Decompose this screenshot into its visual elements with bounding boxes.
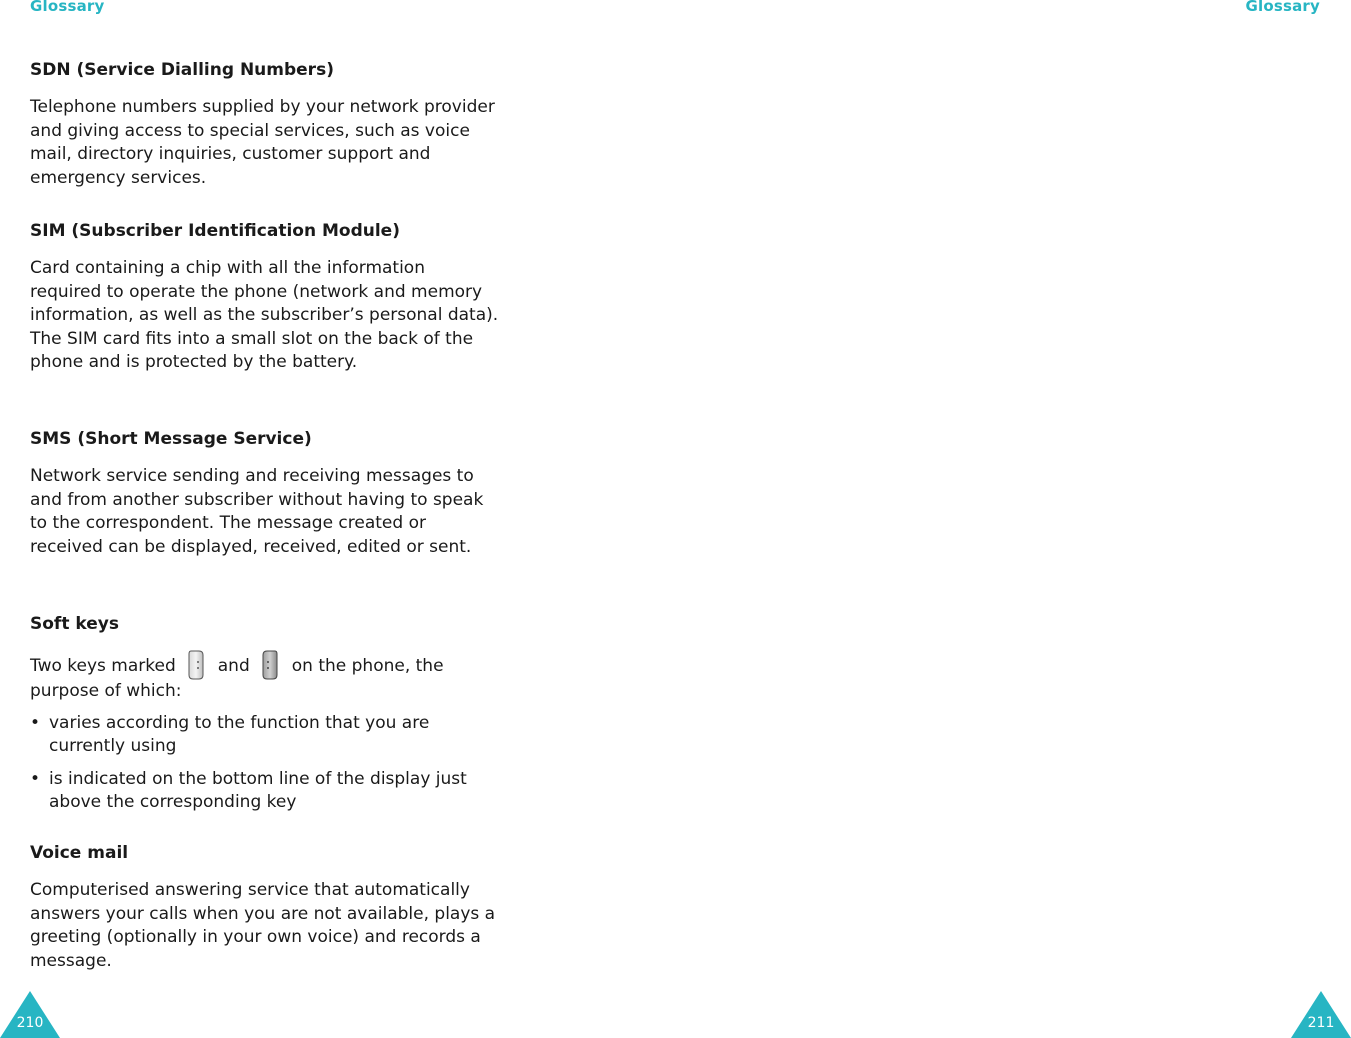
running-head-right: Glossary: [1245, 0, 1320, 15]
glossary-entry-sdn: [30, 58, 510, 206]
page-number-text: 211: [1307, 1015, 1335, 1031]
term-definition: Card containing a chip with all the information required to operate the phone (network and memory information, as well as the subscriber’s personal data). The SIM card fits into a small slot on the back of the phone and is protected by the battery.: [30, 258, 499, 373]
definition-text-after: on the phone, the purpose of which:: [30, 656, 444, 701]
term-heading: SMS (Short Message Service): [30, 429, 312, 449]
soft-keys-bullet-list: [30, 712, 500, 815]
term-heading: Voice mail: [30, 842, 129, 863]
glossary-entry-voice-mail: [30, 841, 510, 973]
right-soft-key-icon: [262, 650, 278, 680]
term-heading: SDN (Service Dialling Numbers): [30, 60, 334, 80]
bullet-text: is indicated on the bottom line of the display just above the corresponding key: [49, 768, 467, 813]
term-definition: Telephone numbers supplied by your network provider and giving access to special services, such as voice mail, directory inquiries, customer support and emergency services.: [30, 97, 495, 188]
term-heading: Soft keys: [30, 614, 119, 634]
term-heading: SIM (Subscriber Identification Module): [30, 221, 400, 241]
definition-text-middle: and: [217, 656, 250, 676]
list-item: [30, 768, 500, 815]
running-head-left: Glossary: [30, 0, 105, 15]
glossary-entry-soft-keys: [30, 612, 510, 815]
glossary-entry-sim: [30, 219, 510, 414]
term-definition: Network service sending and receiving messages to and from another subscriber without having to speak to the correspondent. The message created or received can be displayed, received, edited or sent.: [30, 466, 484, 557]
glossary-entry-sms: [30, 427, 510, 599]
left-soft-key-icon: [188, 650, 204, 680]
list-item: [30, 712, 500, 759]
page-number-right: [1291, 991, 1351, 1038]
term-definition: Computerised answering service that automatically answers your calls when you are not available, plays a greeting (optionally in your own voice) and records a message.: [30, 879, 496, 971]
definition-text-before: Two keys marked: [30, 656, 176, 676]
page-number-left: [0, 991, 60, 1038]
bullet-text: varies according to the function that you are currently using: [49, 712, 430, 757]
page-number-text: 210: [16, 1015, 44, 1031]
term-definition: [30, 650, 500, 704]
bullet-icon: •: [30, 768, 41, 789]
bullet-icon: •: [30, 712, 41, 733]
glossary-column: [30, 58, 510, 1001]
